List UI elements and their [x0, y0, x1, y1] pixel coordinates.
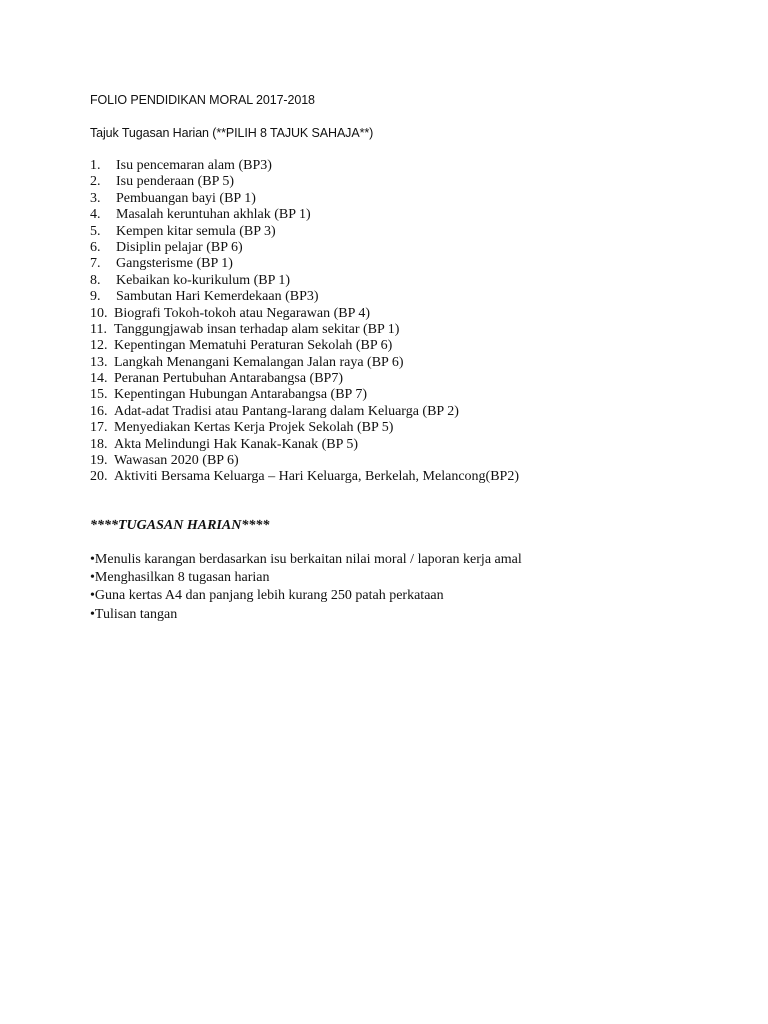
topic-text: Masalah keruntuhan akhlak (BP 1)	[116, 207, 311, 223]
topic-text: Menyediakan Kertas Kerja Projek Sekolah (BP 5)	[114, 420, 394, 436]
topics-subtitle: Tajuk Tugasan Harian (**PILIH 8 TAJUK SAHAJA**)	[90, 126, 374, 140]
topic-item	[90, 371, 519, 387]
topic-item	[90, 256, 519, 272]
topic-text: Aktiviti Bersama Keluarga – Hari Keluarga, Berkelah, Melancong(BP2)	[114, 469, 519, 485]
topic-text: Tanggungjawab insan terhadap alam sekitar (BP 1)	[114, 321, 400, 337]
topic-list	[90, 158, 519, 486]
tasks-heading-prefix: ****	[90, 518, 118, 533]
topic-number: 13.	[90, 354, 108, 370]
topic-item	[90, 224, 519, 240]
topic-item	[90, 420, 519, 436]
task-list	[90, 551, 522, 624]
topic-number: 16.	[90, 403, 108, 419]
topic-number: 5.	[90, 223, 101, 239]
tasks-heading-label: TUGASAN HARIAN	[118, 518, 242, 533]
task-item: •Menghasilkan 8 tugasan harian	[90, 570, 270, 586]
topic-item	[90, 306, 519, 322]
topic-number: 10.	[90, 305, 108, 321]
topic-number: 17.	[90, 420, 108, 436]
topic-number: 19.	[90, 453, 108, 469]
topic-number: 6.	[90, 239, 101, 255]
tasks-heading	[90, 518, 269, 534]
topic-item	[90, 338, 519, 354]
topic-text: Kempen kitar semula (BP 3)	[116, 223, 276, 239]
topic-text: Adat-adat Tradisi atau Pantang-larang dalam Keluarga (BP 2)	[114, 403, 459, 419]
topic-text: Peranan Pertubuhan Antarabangsa (BP7)	[114, 371, 343, 387]
topic-item	[90, 240, 519, 256]
topic-number: 11.	[90, 321, 107, 337]
topic-text: Gangsterisme (BP 1)	[116, 256, 233, 272]
topic-item	[90, 437, 519, 453]
topic-text: Isu penderaan (BP 5)	[116, 174, 235, 190]
topic-text: Pembuangan bayi (BP 1)	[116, 190, 256, 206]
task-item: •Tulisan tangan	[90, 606, 178, 622]
topic-number: 8.	[90, 272, 101, 288]
topic-number: 3.	[90, 190, 101, 206]
topic-item	[90, 207, 519, 223]
tasks-heading-suffix: ****	[241, 518, 270, 533]
topic-number: 18.	[90, 436, 108, 452]
topic-item	[90, 322, 519, 338]
topic-number: 12.	[90, 338, 108, 354]
topic-text: Kepentingan Hubungan Antarabangsa (BP 7)	[114, 387, 367, 403]
topic-text: Kebaikan ko-kurikulum (BP 1)	[116, 272, 291, 288]
topic-number: 15.	[90, 387, 108, 403]
topic-item	[90, 469, 519, 485]
topic-number: 9.	[90, 289, 101, 305]
topic-text: Akta Melindungi Hak Kanak-Kanak (BP 5)	[114, 436, 359, 452]
topic-text: Disiplin pelajar (BP 6)	[116, 239, 243, 255]
topic-item	[90, 289, 519, 305]
topic-item	[90, 273, 519, 289]
topic-text: Langkah Menangani Kemalangan Jalan raya (BP 6)	[114, 354, 404, 370]
topic-text: Kepentingan Mematuhi Peraturan Sekolah (BP 6)	[114, 338, 393, 354]
topic-text: Sambutan Hari Kemerdekaan (BP3)	[116, 289, 319, 305]
topic-item	[90, 404, 519, 420]
topic-item	[90, 158, 519, 174]
task-item: •Menulis karangan berdasarkan isu berkaitan nilai moral / laporan kerja amal	[90, 552, 522, 567]
topic-number: 20.	[90, 469, 108, 485]
topic-item	[90, 387, 519, 403]
topic-item	[90, 191, 519, 207]
topic-item	[90, 453, 519, 469]
document-title: FOLIO PENDIDIKAN MORAL 2017-2018	[90, 93, 315, 107]
topic-number: 2.	[90, 174, 101, 190]
topic-text: Wawasan 2020 (BP 6)	[114, 453, 239, 469]
topic-number: 4.	[90, 207, 101, 223]
topic-number: 14.	[90, 371, 108, 387]
task-item: •Guna kertas A4 dan panjang lebih kurang 250 patah perkataan	[90, 588, 444, 604]
topic-number: 1.	[90, 158, 101, 173]
topic-text: Biografi Tokoh-tokoh atau Negarawan (BP 4)	[114, 305, 371, 321]
topic-item	[90, 174, 519, 190]
topic-text: Isu pencemaran alam (BP3)	[116, 158, 272, 173]
topic-number: 7.	[90, 256, 101, 272]
topic-item	[90, 355, 519, 371]
